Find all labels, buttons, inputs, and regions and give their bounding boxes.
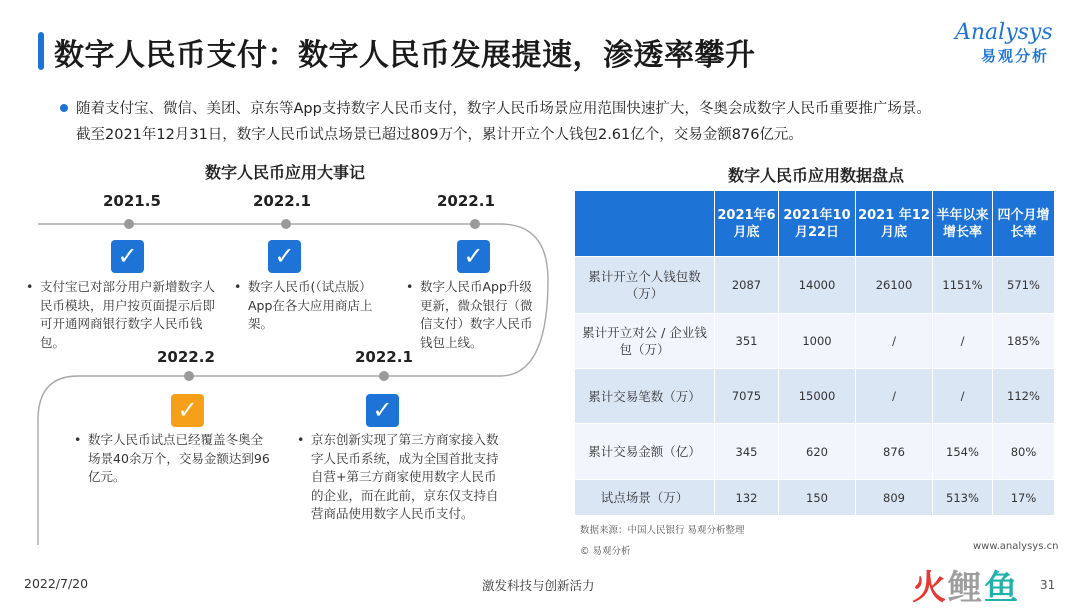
table-cell: / bbox=[933, 314, 993, 369]
footer-slogan: 激发科技与创新活力 bbox=[482, 578, 595, 593]
table-row bbox=[575, 369, 1055, 424]
table-cell: 809 bbox=[856, 480, 933, 516]
row-label: 累计交易笔数（万） bbox=[575, 369, 715, 424]
timeline-node bbox=[184, 371, 194, 381]
table-row bbox=[575, 480, 1055, 516]
check-icon: ✓ bbox=[171, 394, 204, 427]
table-cell: 80% bbox=[993, 424, 1055, 480]
timeline-title: 数字人民币应用大事记 bbox=[205, 163, 366, 182]
row-label: 累计开立对公 / 企业钱包（万） bbox=[575, 314, 715, 369]
timeline-node bbox=[470, 219, 480, 229]
column-header bbox=[575, 191, 715, 257]
column-header: 2021年10月22日 bbox=[779, 191, 856, 257]
copyright-note: © 易观分析 bbox=[580, 546, 631, 557]
table-cell: 26100 bbox=[856, 257, 933, 314]
table-cell: 1151% bbox=[933, 257, 993, 314]
intro-line-2: 截至2021年12月31日，数字人民币试点场景已超过809万个，累计开立个人钱包2.61亿个，交易金额876亿元。 bbox=[76, 127, 803, 143]
table-row bbox=[575, 314, 1055, 369]
table-title: 数字人民币应用数据盘点 bbox=[728, 166, 905, 185]
table-cell: 112% bbox=[993, 369, 1055, 424]
event-description: • 数字人民币(（试点版）App在各大应用商店上架。 bbox=[234, 279, 373, 331]
event-date-2022-1: 2022.1 bbox=[355, 348, 413, 366]
page-title: 数字人民币支付：数字人民币发展提速，渗透率攀升 bbox=[54, 38, 756, 73]
timeline-node bbox=[379, 371, 389, 381]
table-cell: 571% bbox=[993, 257, 1055, 314]
column-header: 2021年6月底 bbox=[715, 191, 779, 257]
check-icon: ✓ bbox=[457, 240, 490, 273]
table-cell: 2087 bbox=[715, 257, 779, 314]
table-cell: / bbox=[933, 369, 993, 424]
intro-line-1: 随着支付宝、微信、美团、京东等App支持数字人民币支付，数字人民币场景应用范围快速扩大，冬奥会成数字人民币重要推广场景。 bbox=[76, 101, 931, 117]
check-icon: ✓ bbox=[268, 240, 301, 273]
table-cell: 15000 bbox=[779, 369, 856, 424]
check-icon: ✓ bbox=[111, 240, 144, 273]
column-header: 2021 年12 月底 bbox=[856, 191, 933, 257]
watermark-logo bbox=[912, 560, 1020, 609]
table-cell: / bbox=[856, 369, 933, 424]
timeline-node bbox=[124, 219, 134, 229]
column-header: 半年以来增长率 bbox=[933, 191, 993, 257]
footer-date: 2022/7/20 bbox=[24, 576, 89, 591]
row-label: 试点场景（万） bbox=[575, 480, 715, 516]
event-date-2022-1: 2022.1 bbox=[253, 192, 311, 210]
event-description: • 京东创新实现了第三方商家接入数字人民币系统，成为全国首批支持自营+第三方商家使用数字人民币的企业，而在此前，京东仅支持自营商品使用数字人民币支付。 bbox=[297, 432, 499, 521]
row-label: 累计交易金额（亿） bbox=[575, 424, 715, 480]
event-description: • 数字人民币试点已经覆盖冬奥全场景40余万个，交易金额达到96亿元。 bbox=[74, 432, 270, 484]
table-cell: 876 bbox=[856, 424, 933, 480]
table-cell: 14000 bbox=[779, 257, 856, 314]
logo-chinese: 易观分析 bbox=[981, 47, 1050, 65]
table-cell: 185% bbox=[993, 314, 1055, 369]
table-cell: 513% bbox=[933, 480, 993, 516]
event-description: • 支付宝已对部分用户新增数字人民币模块，用户按页面提示后即可开通网商银行数字人民币钱包。 bbox=[26, 279, 216, 350]
row-label: 累计开立个人钱包数（万） bbox=[575, 257, 715, 314]
data-table bbox=[574, 190, 1055, 516]
table-cell: / bbox=[856, 314, 933, 369]
table-cell: 620 bbox=[779, 424, 856, 480]
table-cell: 351 bbox=[715, 314, 779, 369]
page-number: 31 bbox=[1040, 578, 1056, 592]
table-row bbox=[575, 424, 1055, 480]
watermark-char: 火 bbox=[912, 568, 948, 608]
watermark-char: 鲤 bbox=[948, 568, 984, 608]
timeline-node bbox=[281, 219, 291, 229]
table-row bbox=[575, 257, 1055, 314]
check-icon: ✓ bbox=[366, 394, 399, 427]
table-cell: 17% bbox=[993, 480, 1055, 516]
website-link[interactable]: www.analysys.cn bbox=[973, 541, 1059, 552]
column-header: 四个月增长率 bbox=[993, 191, 1055, 257]
event-description: • 数字人民币App升级更新，微众银行（微信支付）数字人民币钱包上线。 bbox=[406, 279, 533, 350]
analysys-logo bbox=[955, 20, 1065, 80]
table-cell: 345 bbox=[715, 424, 779, 480]
event-date-2022-1: 2022.1 bbox=[437, 192, 495, 210]
table-cell: 150 bbox=[779, 480, 856, 516]
watermark-char: 鱼 bbox=[984, 568, 1020, 608]
table-cell: 132 bbox=[715, 480, 779, 516]
table-cell: 7075 bbox=[715, 369, 779, 424]
logo-english: Analysys bbox=[955, 20, 1053, 45]
table-cell: 1000 bbox=[779, 314, 856, 369]
table-cell: 154% bbox=[933, 424, 993, 480]
table-header-row bbox=[575, 191, 1055, 257]
event-date-2022-2: 2022.2 bbox=[157, 348, 215, 366]
data-source-note: 数据来源：中国人民银行 易观分析整理 bbox=[580, 525, 745, 536]
event-date-2021-5: 2021.5 bbox=[103, 192, 161, 210]
